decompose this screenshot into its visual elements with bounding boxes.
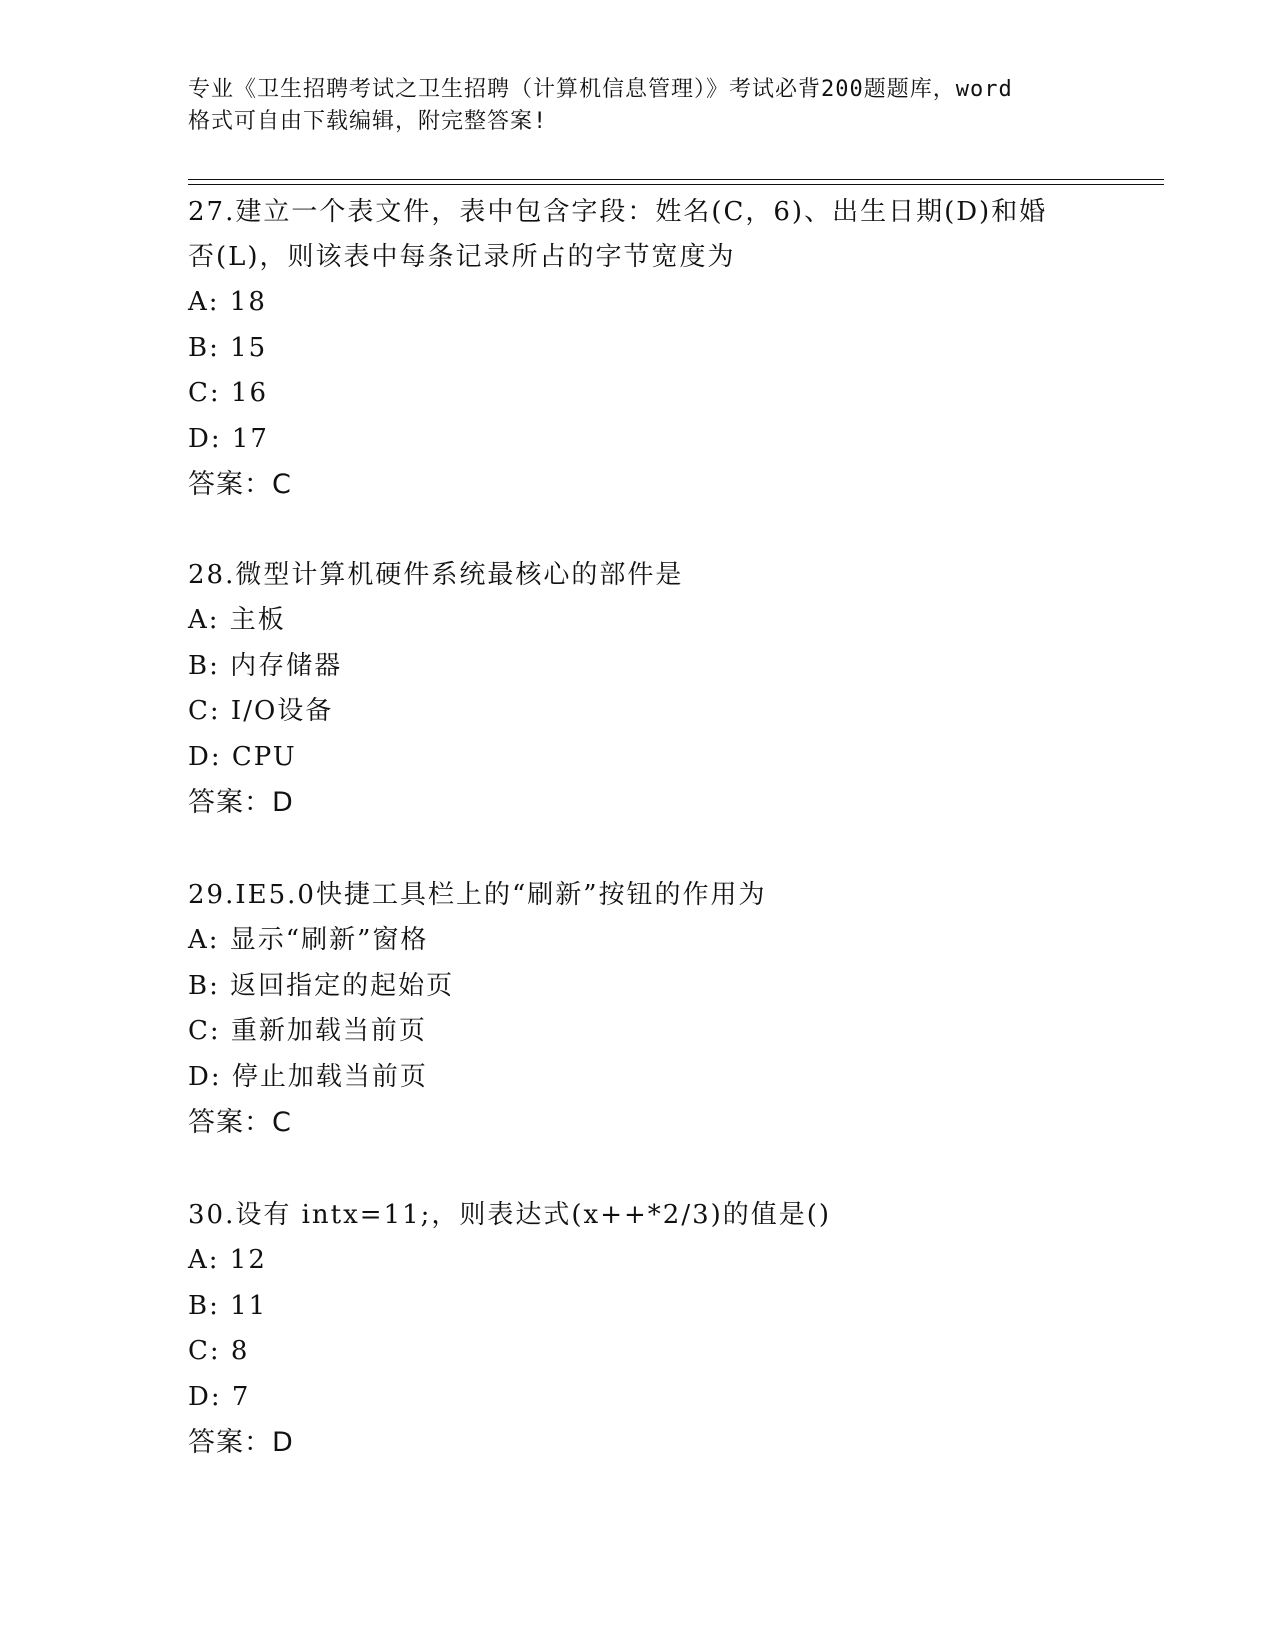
- option-b: B: 返回指定的起始页: [188, 970, 455, 1001]
- header-line-2: 格式可自由下载编辑，附完整答案!: [188, 109, 548, 134]
- document-header: [188, 74, 1088, 138]
- header-line-1: 专业《卫生招聘考试之卫生招聘（计算机信息管理）》考试必背200题题库，word: [188, 77, 1013, 102]
- option-b: B: 15: [188, 332, 268, 363]
- answer: 答案：D: [188, 787, 294, 818]
- option-d: D: 停止加载当前页: [188, 1061, 428, 1092]
- header-divider-bottom: [188, 184, 1164, 185]
- option-d: D: CPU: [188, 741, 297, 772]
- option-c: C: 重新加载当前页: [188, 1016, 427, 1046]
- question-29: [188, 873, 1088, 1145]
- option-a: A: 显示“刷新”窗格: [188, 925, 429, 955]
- question-30: [188, 1193, 1088, 1465]
- question-27: [188, 190, 1088, 507]
- question-stem: 27.建立一个表文件，表中包含字段：姓名(C，6)、出生日期(D)和婚: [188, 197, 1048, 227]
- option-c: C: 8: [188, 1336, 250, 1366]
- option-d: D: 7: [188, 1381, 251, 1412]
- option-b: B: 内存储器: [188, 650, 343, 681]
- question-stem: 28.微型计算机硬件系统最核心的部件是: [188, 560, 684, 590]
- option-c: C: I/O设备: [188, 696, 334, 726]
- question-stem: 29.IE5.0快捷工具栏上的“刷新”按钮的作用为: [188, 880, 767, 910]
- header-divider-top: [188, 179, 1164, 180]
- option-a: A: 主板: [188, 605, 286, 635]
- option-a: A: 18: [188, 287, 267, 317]
- option-c: C: 16: [188, 378, 269, 408]
- question-28: [188, 553, 1088, 825]
- option-a: A: 12: [188, 1245, 267, 1275]
- option-d: D: 17: [188, 423, 269, 454]
- answer: 答案：C: [188, 1107, 292, 1138]
- answer: 答案：D: [188, 1427, 294, 1458]
- option-b: B: 11: [188, 1290, 268, 1321]
- answer: 答案：C: [188, 469, 292, 500]
- question-stem-continued: 否(L)，则该表中每条记录所占的字节宽度为: [188, 242, 736, 272]
- question-stem: 30.设有 intx=11;，则表达式(x++*2/3)的值是(): [188, 1200, 832, 1230]
